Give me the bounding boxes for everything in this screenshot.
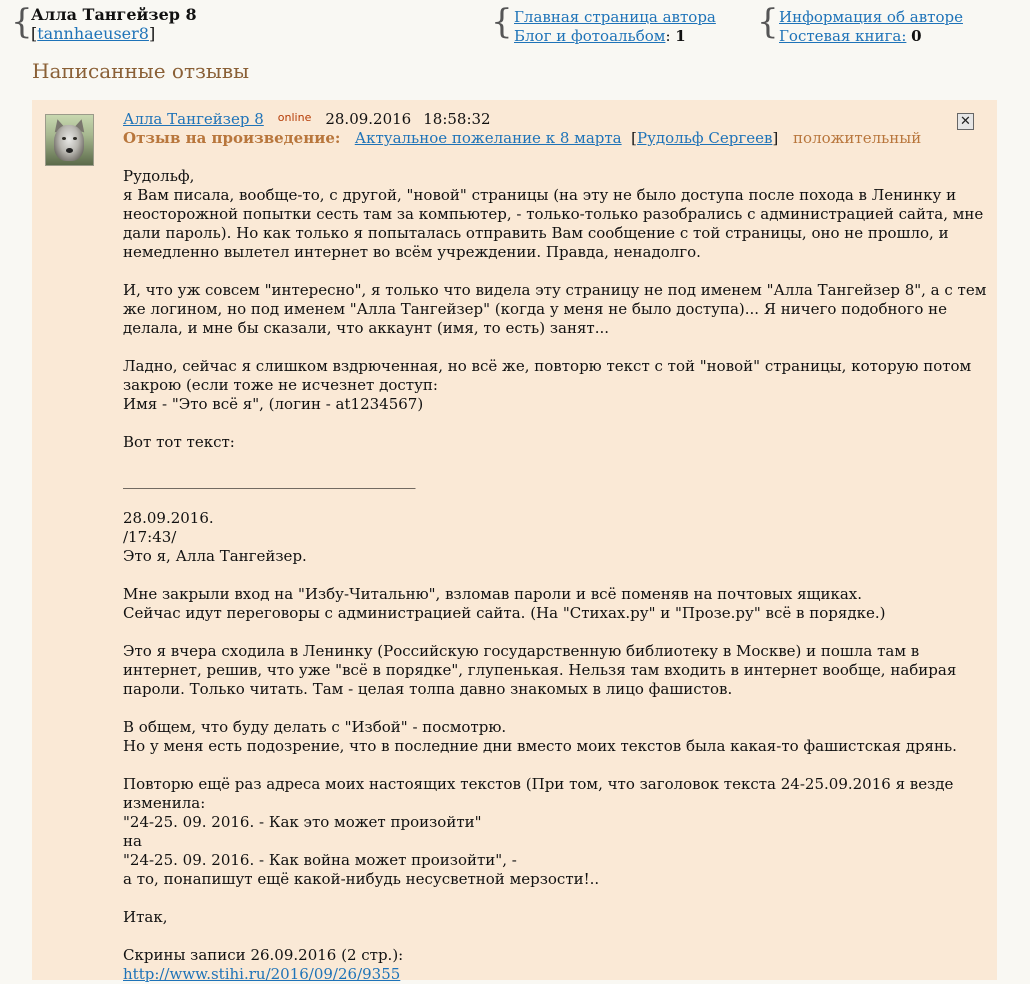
review-author-link[interactable]: Алла Тангейзер 8: [123, 110, 264, 128]
blog-link-row: Блог и фотоальбом: 1: [514, 27, 686, 45]
review-paragraph: Вот тот текст:: [123, 433, 235, 451]
review-paragraph: Это я вчера сходила в Ленинку (Российскую государственную библиотеку в Москве) и пошла там в интернет, решив, что уже "всё в порядке", глупенькая. Нельзя там входить в интернет вообще, набирая пароли. Только читать. Там - целая толпа давно знакомых в лицо фашистов.: [123, 642, 962, 698]
author-login-link[interactable]: tannhaeuser8: [37, 24, 149, 43]
avatar[interactable]: [45, 114, 94, 166]
review-paragraph: Рудольф, я Вам писала, вообще-то, с другой, "новой" страницы (на эту не было доступа после похода в Ленинку и неосторожной попытки сесть там за компьютер, - только-только разобрались с администрацией сайта, мне дали пароль). Но как только я попыталась отправить Вам сообщение с той страницы, оно не прошло, и немедленно вылетел интернет во всём учреждении. Правда, ненадолго.: [123, 167, 984, 261]
author-login: [tannhaeuser8]: [31, 24, 156, 43]
main-page-link[interactable]: Главная страница автора: [514, 8, 716, 26]
review-paragraph: В общем, что буду делать с "Избой" - посмотрю. Но у меня есть подозрение, что в последние дни вместо моих текстов была какая-то фашистская дрянь.: [123, 718, 957, 755]
review-paragraph: И, что уж совсем "интересно", я только что видела эту страницу не под именем "Алла Тангейзер 8", а с тем же логином, но под именем "Алла Тангейзер" (когда у меня не было доступа)... Я ничего подобного не делала, и мне бы сказали, что аккаунт (имя, то есть) занят...: [123, 281, 992, 337]
author-info-link[interactable]: Информация об авторе: [779, 8, 963, 26]
review-target: Отзыв на произведение: Актуальное пожелание к 8 марта [Рудольф Сергеев] положительный: [123, 129, 922, 147]
author-name: Алла Тангейзер 8: [31, 5, 197, 24]
review-paragraph: Мне закрыли вход на "Избу-Читальню", взломав пароли и всё поменяв на почтовых ящиках. Сейчас идут переговоры с администрацией сайта. (На "Стихах.ру" и "Прозе.ру" всё в порядке.): [123, 585, 886, 622]
guestbook-count: 0: [911, 27, 922, 45]
close-icon[interactable]: ✕: [957, 113, 974, 130]
online-status: online: [277, 111, 312, 124]
brace-decoration: {: [11, 2, 33, 42]
blog-count: 1: [675, 27, 686, 45]
section-title: Написанные отзывы: [32, 59, 250, 83]
guestbook-row: [779, 27, 922, 45]
wolf-image: [54, 125, 84, 161]
review-text: [123, 167, 992, 984]
review-paragraph: Скрины записи 26.09.2016 (2 стр.):: [123, 946, 404, 964]
separator-line: _______________________________________: [123, 471, 416, 489]
guestbook-link[interactable]: Гостевая книга:: [779, 27, 907, 45]
review-rating: положительный: [793, 129, 922, 147]
review-time: 18:58:32: [423, 110, 491, 128]
author-header: [0, 0, 1030, 50]
review-paragraph: 28.09.2016. /17:43/ Это я, Алла Тангейзер.: [123, 509, 307, 565]
brace-decoration: {: [757, 2, 779, 42]
brace-decoration: {: [491, 2, 513, 42]
review-paragraph: Повторю ещё раз адреса моих настоящих текстов (При том, что заголовок текста 24-25.09.2016 я везде изменила: "24-25. 09. 2016. - Как это может произойти" на "24-25. 09. 2016. - Как война может произойти", - а то, понапишут ещё какой-нибудь несусветной мерзости!..: [123, 775, 954, 888]
review-card: [32, 100, 997, 983]
work-author-link[interactable]: Рудольф Сергеев: [637, 129, 773, 147]
review-paragraph: Ладно, сейчас я слишком вздрюченная, но всё же, повторю текст с той "новой" страницы, которую потом закрою (если тоже не исчезнет доступ: Имя - "Это всё я", (логин - at1234567): [123, 357, 972, 413]
review-label: Отзыв на произведение:: [123, 129, 341, 147]
work-title-link[interactable]: Актуальное пожелание к 8 марта: [354, 129, 622, 147]
blog-link[interactable]: Блог и фотоальбом: [514, 27, 666, 45]
review-date: 28.09.2016: [325, 110, 412, 128]
review-paragraph: Итак,: [123, 908, 168, 926]
screenshot-link[interactable]: http://www.stihi.ru/2016/09/26/9355: [123, 965, 401, 983]
review-meta: [123, 110, 491, 128]
